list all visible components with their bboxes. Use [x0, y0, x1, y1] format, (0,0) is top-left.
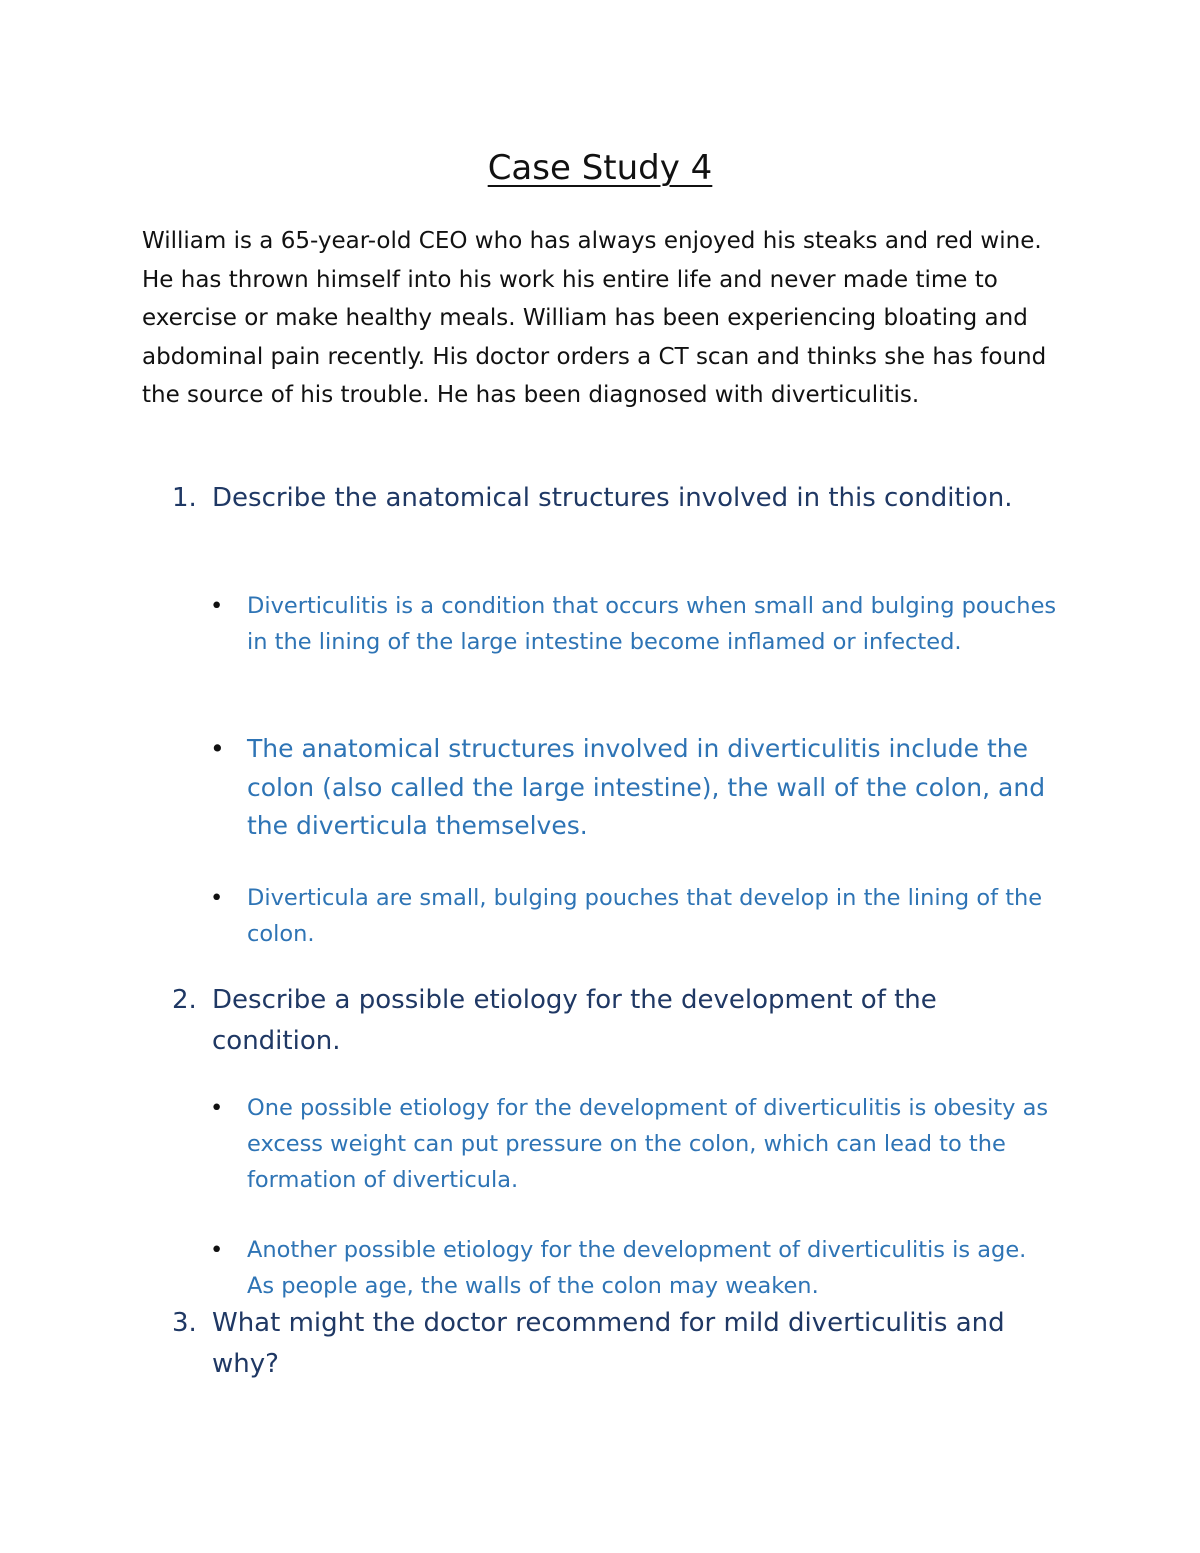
answer-1-3-text: Diverticula are small, bulging pouches that develop in the lining of the colon.	[247, 885, 1043, 947]
bullet-dot: •	[210, 1095, 224, 1121]
answer-1-1-text: Diverticulitis is a condition that occurs when small and bulging pouches in the lining of the large intestine become inflamed or infected.	[247, 593, 1057, 655]
answer-1-3	[210, 880, 1060, 952]
question-1-number: 1.	[172, 483, 197, 513]
question-1-text: Describe the anatomical structures involved in this condition.	[212, 483, 1013, 513]
question-2-text: Describe a possible etiology for the development of the condition.	[212, 985, 937, 1056]
bullet-dot: •	[210, 593, 224, 619]
bullet-dot: •	[210, 734, 225, 763]
question-2	[172, 980, 1052, 1062]
answer-1-1	[210, 588, 1060, 660]
answer-2-1-text: One possible etiology for the development of diverticulitis is obesity as excess weight can put pressure on the colon, which can lead to the formation of diverticula.	[247, 1095, 1049, 1193]
question-2-number: 2.	[172, 985, 197, 1015]
bullet-dot: •	[210, 1237, 224, 1263]
answer-1-2-text: The anatomical structures involved in diverticulitis include the colon (also called the large intestine), the wall of the colon, and the diverticula themselves.	[247, 734, 1046, 840]
document-title: Case Study 4	[487, 148, 713, 188]
answer-2-2	[210, 1232, 1060, 1304]
case-intro-paragraph: William is a 65-year-old CEO who has always enjoyed his steaks and red wine. He has thrown himself into his work his entire life and never made time to exercise or make healthy meals. William has been experiencing bloating and abdominal pain recently. His doctor orders a CT scan and thinks she has found the source of his trouble. He has been diagnosed with diverticulitis.	[142, 228, 1047, 408]
bullet-dot: •	[210, 885, 224, 911]
answer-2-1	[210, 1090, 1060, 1198]
answer-2-2-text: Another possible etiology for the development of diverticulitis is age. As people age, the walls of the colon may weaken.	[247, 1237, 1027, 1299]
answer-1-2	[210, 730, 1060, 846]
question-1	[172, 478, 1052, 519]
question-3-number: 3.	[172, 1308, 197, 1338]
question-3-text: What might the doctor recommend for mild diverticulitis and why?	[212, 1308, 1005, 1379]
question-3	[172, 1303, 1052, 1385]
